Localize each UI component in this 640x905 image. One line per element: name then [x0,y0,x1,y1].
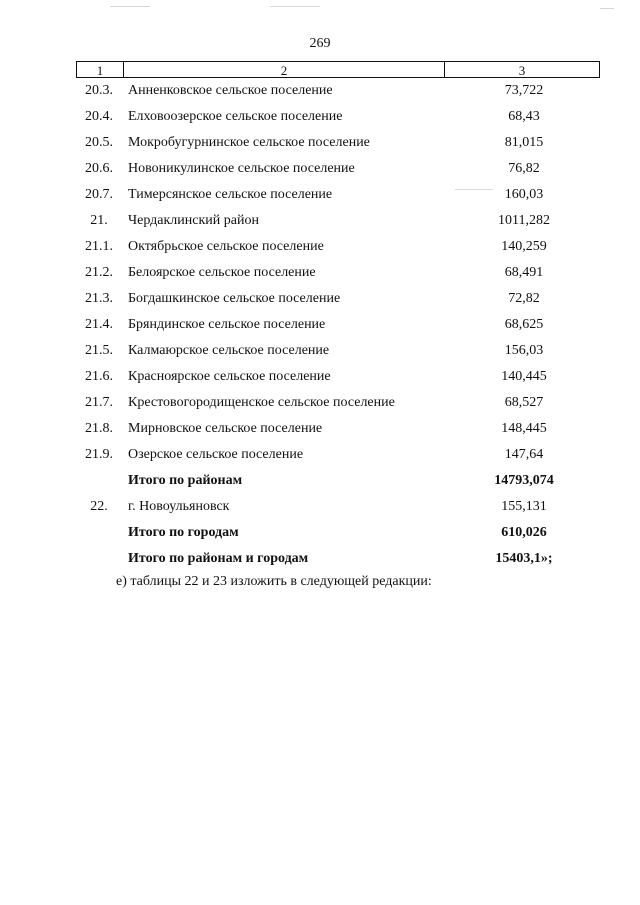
row-name: Калмаюрское сельское поселение [128,343,330,358]
row-number: 21.5. [85,343,113,358]
table-row [76,156,600,182]
row-number: 20.5. [85,135,113,150]
table-row [76,208,600,234]
row-value: 68,527 [504,395,544,410]
row-value: 68,625 [504,317,544,332]
row-value: 14793,074 [494,473,554,488]
row-number: 21.8. [85,421,113,436]
row-name: Итого по городам [128,525,239,540]
table-row [76,390,600,416]
table-row [76,182,600,208]
row-value: 148,445 [501,421,547,436]
table-row [76,494,600,520]
row-value: 68,491 [504,265,544,280]
row-value: 147,64 [504,447,544,462]
table-row [76,468,600,494]
header-col-2: 2 [124,62,445,77]
row-name: Елховоозерское сельское поселение [128,109,343,124]
row-number: 21.4. [85,317,113,332]
row-number: 20.3. [85,83,113,98]
row-value: 72,82 [508,291,540,306]
row-value: 610,026 [501,525,547,540]
row-name: Бряндинское сельское поселение [128,317,326,332]
row-number: 21.7. [85,395,113,410]
row-name: Чердаклинский район [128,213,259,228]
row-number: 21.9. [85,447,113,462]
row-value: 15403,1»; [495,551,553,566]
row-value: 76,82 [508,161,540,176]
row-value: 140,445 [501,369,547,384]
table-row [76,546,600,572]
table-body [76,78,600,572]
page-number: 269 [309,36,331,51]
row-value: 160,03 [504,187,544,202]
data-table [76,61,600,572]
table-row [76,338,600,364]
row-name: Тимерсянское сельское поселение [128,187,333,202]
row-name: Мирновское сельское поселение [128,421,323,436]
row-name: Озерское сельское поселение [128,447,304,462]
table-row [76,234,600,260]
row-name: Мокробугурнинское сельское поселение [128,135,370,150]
row-name: Анненковское сельское поселение [128,83,333,98]
table-row [76,78,600,104]
row-value: 68,43 [508,109,540,124]
table-header [76,61,600,78]
row-name: Красноярское сельское поселение [128,369,331,384]
row-value: 156,03 [504,343,544,358]
row-name: Итого по районам и городам [128,551,309,566]
row-number: 21.6. [85,369,113,384]
row-value: 81,015 [504,135,544,150]
row-number: 21. [90,213,108,228]
amendment-note: е) таблицы 22 и 23 изложить в следующей редакции: [116,574,432,589]
row-number: 20.7. [85,187,113,202]
row-name: Богдашкинское сельское поселение [128,291,341,306]
row-name: Октябрьское сельское поселение [128,239,324,254]
header-col-1: 1 [77,62,124,77]
row-number: 21.1. [85,239,113,254]
row-number: 20.4. [85,109,113,124]
table-row [76,260,600,286]
row-value: 73,722 [504,83,544,98]
table-row [76,286,600,312]
table-row [76,312,600,338]
row-number: 22. [90,499,108,514]
row-value: 1011,282 [498,213,550,228]
row-number: 20.6. [85,161,113,176]
table-row [76,520,600,546]
row-number: 21.3. [85,291,113,306]
row-name: Крестовогородищенское сельское поселение [128,395,395,410]
row-name: Итого по районам [128,473,243,488]
row-name: Новоникулинское сельское поселение [128,161,355,176]
table-row [76,442,600,468]
row-name: Белоярское сельское поселение [128,265,316,280]
row-number: 21.2. [85,265,113,280]
table-row [76,130,600,156]
table-row [76,416,600,442]
table-row [76,364,600,390]
row-name: г. Новоульяновск [128,499,230,514]
header-col-3: 3 [518,63,526,78]
row-value: 155,131 [501,499,547,514]
row-value: 140,259 [501,239,547,254]
table-row [76,104,600,130]
